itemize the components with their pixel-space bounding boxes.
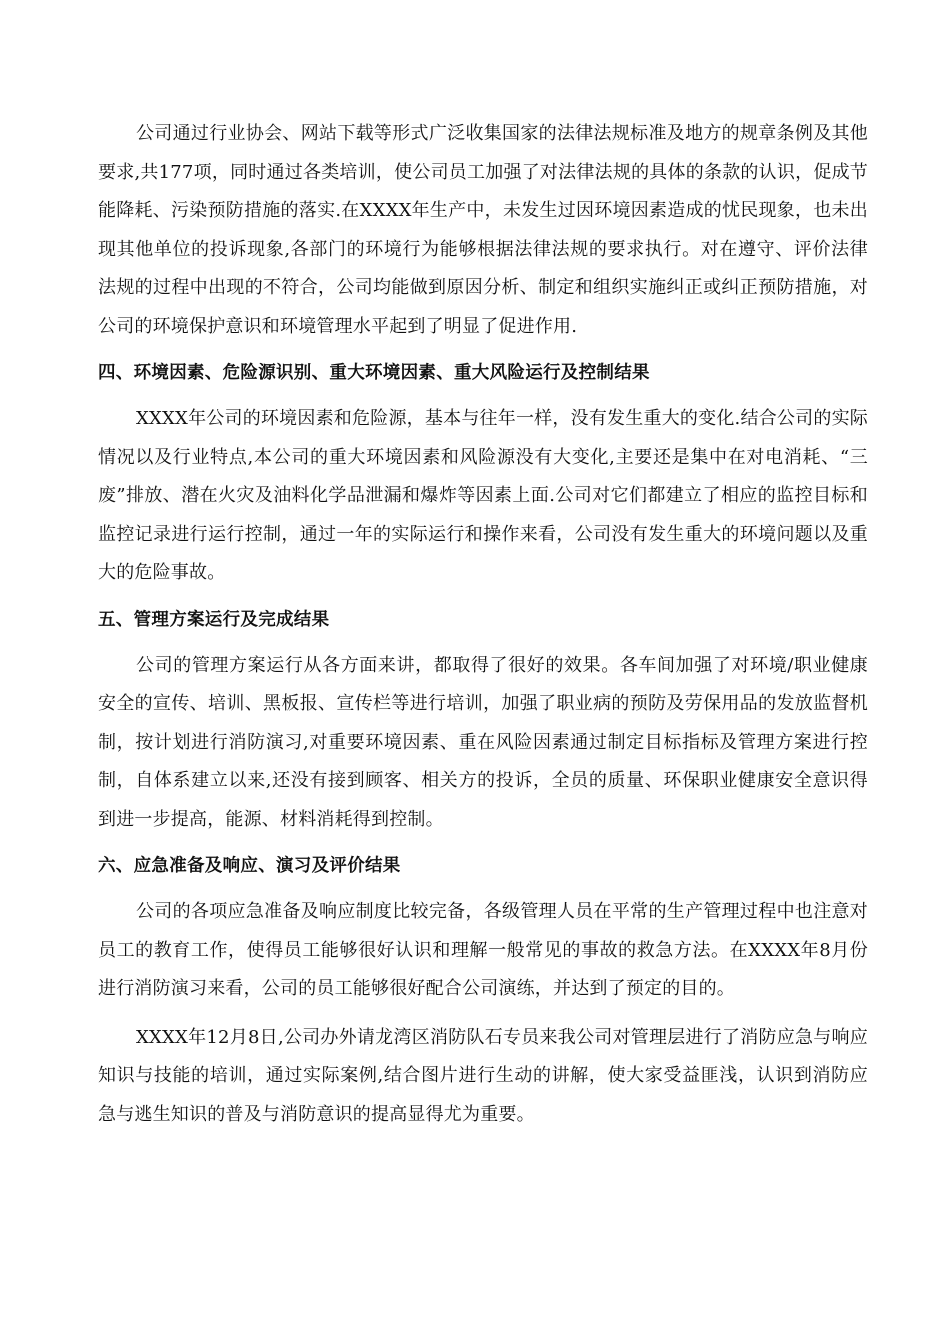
section-6-paragraph-1: 公司的各项应急准备及响应制度比较完备，各级管理人员在平常的生产管理过程中也注意对员工的教育工作，使得员工能够很好认识和理解一般常见的事故的救急方法。在XXXX年8月份进行消防演习来看，公司的员工能够很好配合公司演练，并达到了预定的目的。	[98, 901, 868, 999]
section-4-paragraph-1: XXXX年公司的环境因素和危险源，基本与往年一样，没有发生重大的变化.结合公司的实际情况以及行业特点,本公司的重大环境因素和风险源没有大变化,主要还是集中在对电消耗、“三废”排放、潜在火灾及油料化学品泄漏和爆炸等因素上面.公司对它们都建立了相应的监控目标和监控记录进行运行控制，通过一年的实际运行和操作来看，公司没有发生重大的环境问题以及重大的危险事故。	[98, 408, 868, 583]
section-heading-4: 四、环境因素、危险源识别、重大环境因素、重大风险运行及控制结果	[98, 363, 650, 383]
document-page	[98, 115, 868, 1134]
section-heading-5: 五、管理方案运行及完成结果	[98, 609, 330, 630]
section-6-paragraph-2: XXXX年12月8日,公司办外请龙湾区消防队石专员来我公司对管理层进行了消防应急与响应知识与技能的培训，通过实际案例,结合图片进行生动的讲解，使大家受益匪浅，认识到消防应急与逃生知识的普及与消防意识的提高显得尤为重要。	[98, 1026, 868, 1125]
intro-paragraph: 公司通过行业协会、网站下载等形式广泛收集国家的法律法规标准及地方的规章条例及其他要求,共177项，同时通过各类培训，使公司员工加强了对法律法规的具体的条款的认识，促成节能降耗、污染预防措施的落实.在XXXX年生产中，未发生过因环境因素造成的忧民现象，也未出现其他单位的投诉现象,各部门的环境行为能够根据法律法规的要求执行。对在遵守、评价法律法规的过程中出现的不符合，公司均能做到原因分析、制定和组织实施纠正或纠正预防措施，对公司的环境保护意识和环境管理水平起到了明显了促进作用.	[98, 123, 868, 337]
section-5-paragraph-1: 公司的管理方案运行从各方面来讲，都取得了很好的效果。各车间加强了对环境/职业健康安全的宣传、培训、黑板报、宣传栏等进行培训，加强了职业病的预防及劳保用品的发放监督机制，按计划进行消防演习,对重要环境因素、重在风险因素通过制定目标指标及管理方案进行控制，自体系建立以来,还没有接到顾客、相关方的投诉，全员的质量、环保职业健康安全意识得到进一步提高，能源、材料消耗得到控制。	[98, 654, 868, 830]
section-heading-6: 六、应急准备及响应、演习及评价结果	[98, 856, 401, 876]
